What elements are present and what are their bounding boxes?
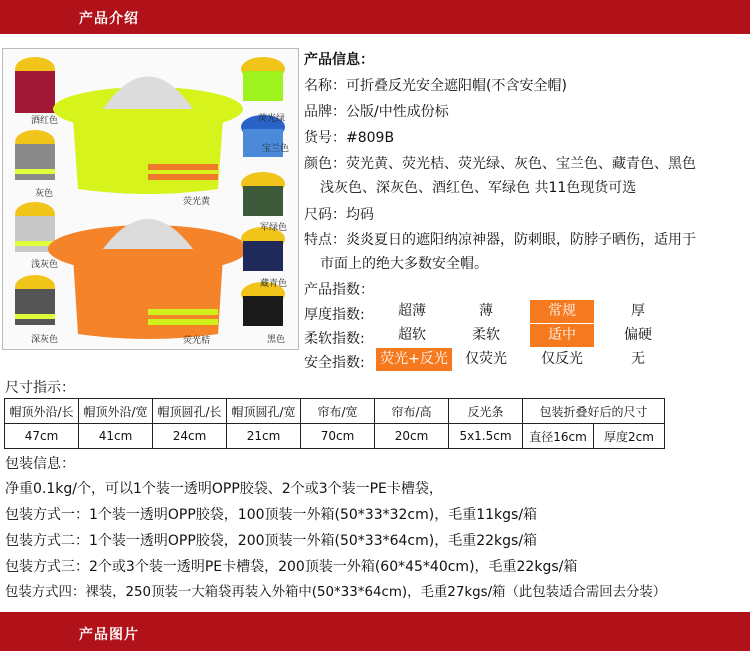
table-cell: 70cm <box>301 424 375 449</box>
section-header <box>0 612 750 651</box>
packing-way-2: 包装方式二：1个装一透明OPP胶袋，200顶装一外箱(50*33*64cm)，毛重22kgs/箱 <box>5 533 538 549</box>
index-level-active: 常规 <box>530 300 594 323</box>
index-level: 仅反光 <box>541 351 583 367</box>
table-cell: 47cm <box>5 424 79 449</box>
info-feature-line1: 特点：炎炎夏日的遮阳纳凉神器，防刺眼，防脖子晒伤，适用于 <box>304 232 696 248</box>
section-header <box>0 0 750 34</box>
table-header: 包装折叠好后的尺寸 <box>523 399 665 424</box>
caption-black: 黑色 <box>267 335 286 345</box>
table-header: 帘布/高 <box>375 399 449 424</box>
table-row <box>5 424 665 449</box>
table-header: 反光条 <box>449 399 523 424</box>
section-title: 产品图片 <box>79 627 139 643</box>
index-level-active: 适中 <box>530 324 594 347</box>
caption-dark-gray: 深灰色 <box>31 335 59 345</box>
index-level: 仅荧光 <box>465 351 507 367</box>
divider <box>0 28 750 34</box>
info-color-line2: 浅灰色、深灰色、酒红色、军绿色 共11色现货可选 <box>320 180 637 196</box>
packing-heading: 包装信息： <box>5 456 75 472</box>
info-color-line1: 颜色：荧光黄、荧光桔、荧光绿、灰色、宝兰色、藏青色、黑色 <box>304 156 696 172</box>
info-heading: 产品信息： <box>304 52 374 68</box>
table-header: 帽顶圆孔/长 <box>153 399 227 424</box>
caption-fluorescent-green: 荧光绿 <box>258 114 286 124</box>
hat-light-gray <box>15 202 55 252</box>
index-name: 柔软指数: <box>304 331 365 347</box>
table-header-row <box>5 399 665 424</box>
packing-way-4: 包装方式四：裸装，250顶装一大箱袋再装入外箱中(50*33*64cm)，毛重27kgs/箱（此包装适合需回去分装） <box>5 585 667 600</box>
info-name: 名称：可折叠反光安全遮阳帽(不含安全帽) <box>304 78 567 94</box>
table-header: 帘布/宽 <box>301 399 375 424</box>
caption-wine-red: 酒红色 <box>31 116 59 126</box>
table-header: 帽顶圆孔/宽 <box>227 399 301 424</box>
caption-navy: 藏青色 <box>260 279 288 289</box>
table-cell: 5x1.5cm <box>449 424 523 449</box>
hat-gray <box>15 130 55 180</box>
packing-way-3: 包装方式三：2个或3个装一透明PE卡槽袋，200顶装一外箱(60*45*40cm)，毛重22kgs/箱 <box>5 559 578 575</box>
index-level: 柔软 <box>472 327 500 343</box>
product-collage <box>3 49 298 349</box>
size-title: 尺寸指示： <box>5 380 75 396</box>
hat-navy <box>241 227 285 271</box>
hat-fluorescent-green <box>241 57 285 101</box>
table-cell: 24cm <box>153 424 227 449</box>
table-header: 帽顶外沿/宽 <box>79 399 153 424</box>
table-cell: 41cm <box>79 424 153 449</box>
index-heading: 产品指数： <box>304 282 374 298</box>
caption-light-gray: 浅灰色 <box>31 260 59 270</box>
info-feature-line2: 市面上的绝大多数安全帽。 <box>320 256 488 272</box>
index-level: 偏硬 <box>624 327 652 343</box>
caption-royal-blue: 宝兰色 <box>262 144 290 154</box>
index-level: 无 <box>631 351 645 367</box>
section-title: 产品介绍 <box>79 11 139 27</box>
info-brand: 品牌：公版/中性成份标 <box>304 104 449 120</box>
caption-fluorescent-orange: 荧光桔 <box>183 336 211 346</box>
index-name: 安全指数: <box>304 355 365 371</box>
product-photo <box>2 48 299 350</box>
hat-dark-gray <box>15 275 55 325</box>
caption-army-green: 军绿色 <box>260 223 288 233</box>
table-cell: 21cm <box>227 424 301 449</box>
hat-army-green <box>241 172 285 216</box>
table-cell: 直径16cm <box>523 424 594 449</box>
info-sku: 货号：#809B <box>304 130 395 146</box>
size-table <box>4 398 665 449</box>
info-size: 尺码：均码 <box>304 207 374 223</box>
packing-way-1: 包装方式一：1个装一透明OPP胶袋，100顶装一外箱(50*33*32cm)，毛重11kgs/箱 <box>5 507 538 523</box>
index-name: 厚度指数: <box>304 307 365 323</box>
index-level: 薄 <box>479 303 493 319</box>
hat-wine-red <box>15 57 55 113</box>
packing-weight: 净重0.1kg/个，可以1个装一透明OPP胶袋、2个或3个装一PE卡槽袋， <box>5 481 443 497</box>
table-header: 帽顶外沿/长 <box>5 399 79 424</box>
table-cell: 厚度2cm <box>594 424 665 449</box>
index-level-active: 荧光+反光 <box>376 348 452 371</box>
caption-gray: 灰色 <box>35 189 54 199</box>
index-level: 超薄 <box>398 303 426 319</box>
hat-fluorescent-orange <box>48 219 248 339</box>
table-cell: 20cm <box>375 424 449 449</box>
hat-fluorescent-yellow <box>53 77 243 195</box>
index-level: 厚 <box>631 303 645 319</box>
index-level: 超软 <box>398 327 426 343</box>
caption-fluorescent-yellow: 荧光黄 <box>183 197 211 207</box>
